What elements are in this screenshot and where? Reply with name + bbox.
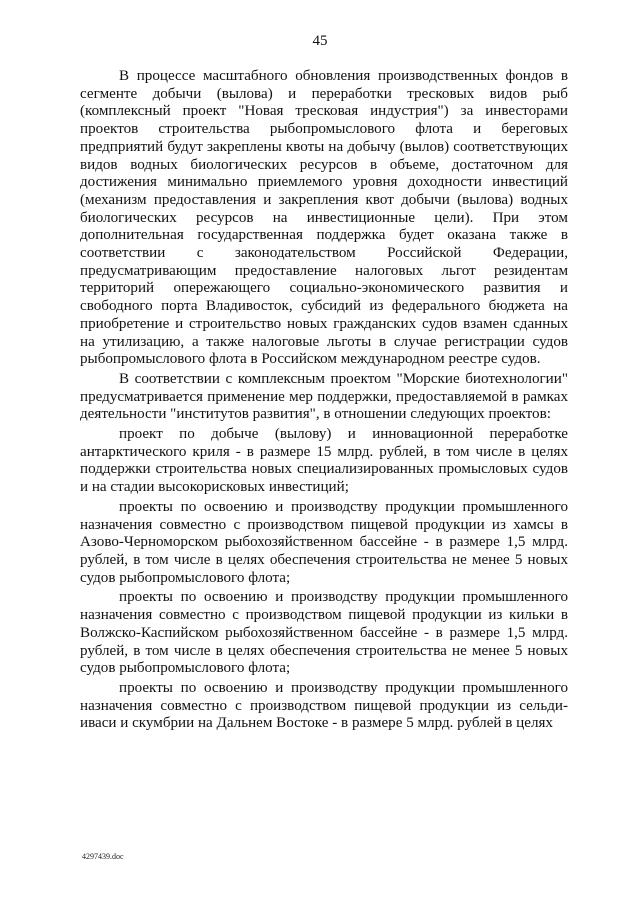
footer-filename: 4297439.doc — [82, 852, 124, 861]
paragraph-sprat-project: проекты по освоению и производству продукции промышленного назначения совместно с производством пищевой продукции из кильки в Волжско-Каспийском рыбохозяйственном бассейне - в размере 1,5 млрд. рублей, в том числе в целях обеспечения строительства не менее 5 новых судов рыбопромыслового флота; — [80, 589, 568, 677]
paragraph-sardine-project: проекты по освоению и производству продукции промышленного назначения совместно с производством пищевой продукции из сельди-иваси и скумбрии на Дальнем Востоке - в размере 5 млрд. рублей в целях — [80, 679, 568, 732]
paragraph-cod-industry: В процессе масштабного обновления производственных фондов в сегменте добычи (вылова) и переработки тресковых видов рыб (комплексный проект "Новая тресковая индустрия") за инвесторами проектов строительства рыбопромыслового флота и береговых предприятий будут закреплены квоты на добычу (вылов) соответствующих видов водных биологических ресурсов в объеме, достаточном для достижения минимально приемлемого уровня доходности инвестиций (механизм предоставления и закрепления квот добычи (вылова) водных биологических ресурсов на инвестиционные цели). При этом дополнительная государственная поддержка будет оказана также в соответствии с законодательством Российской Федерации, предусматривающим предоставление налоговых льгот резидентам территорий опережающего социально-экономического развития и свободного порта Владивосток, субсидий из федерального бюджета на приобретение и строительство новых гражданских судов взамен сданных на утилизацию, а также налоговые льготы в случае регистрации судов рыбопромыслового флота в Российском международном реестре судов. — [80, 68, 568, 368]
paragraph-marine-biotech: В соответствии с комплексным проектом "Морские биотехнологии" предусматривается применение мер поддержки, предоставляемой в рамках деятельности "институтов развития", в отношении следующих проектов: — [80, 370, 568, 423]
paragraph-anchovy-project: проекты по освоению и производству продукции промышленного назначения совместно с производством пищевой продукции из хамсы в Азово-Черноморском рыбохозяйственном бассейне - в размере 1,5 млрд. рублей, в том числе в целях обеспечения строительства не менее 5 новых судов рыбопромыслового флота; — [80, 498, 568, 586]
paragraph-krill-project: проект по добыче (вылову) и инновационной переработке антарктического криля - в размере 15 млрд. рублей, в том числе в целях поддержки строительства новых специализированных промысловых судов и на стадии высокорисковых инвестиций; — [80, 426, 568, 496]
body-text — [80, 68, 568, 733]
page-number: 45 — [312, 33, 328, 49]
